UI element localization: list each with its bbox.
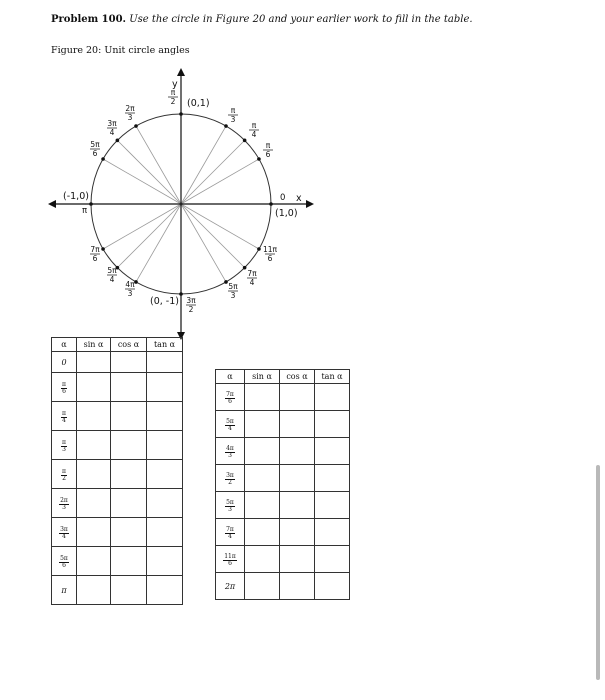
svg-text:π: π xyxy=(265,141,271,150)
cos-answer-cell[interactable] xyxy=(280,438,315,465)
svg-text:2: 2 xyxy=(188,305,194,314)
header-alpha: α xyxy=(216,370,245,384)
svg-text:3: 3 xyxy=(127,289,133,298)
point-180deg xyxy=(89,202,93,206)
header-sin: sin α xyxy=(77,338,111,352)
sin-answer-cell[interactable] xyxy=(77,547,111,576)
svg-text:4: 4 xyxy=(109,128,115,137)
table-row xyxy=(216,384,350,411)
values-table-first-half xyxy=(51,337,183,605)
spoke-60deg xyxy=(181,126,226,204)
sin-answer-cell[interactable] xyxy=(77,352,111,373)
y-axis-label: y xyxy=(172,79,178,90)
angle-cell: $\frac{5\pi}{6}$ xyxy=(52,547,77,576)
sin-answer-cell[interactable] xyxy=(77,373,111,402)
cos-answer-cell[interactable] xyxy=(111,352,147,373)
cos-answer-cell[interactable] xyxy=(280,492,315,519)
cos-answer-cell[interactable] xyxy=(280,573,315,600)
point-top-label: (0,1) xyxy=(187,98,210,109)
figure-caption: Figure 20: Unit circle angles xyxy=(51,45,190,56)
problem-number: Problem 100. xyxy=(51,14,127,25)
point-30deg xyxy=(257,157,261,161)
cos-answer-cell[interactable] xyxy=(280,411,315,438)
cos-answer-cell[interactable] xyxy=(111,402,147,431)
cos-answer-cell[interactable] xyxy=(111,489,147,518)
point-120deg xyxy=(134,124,138,128)
spoke-300deg xyxy=(181,204,226,282)
svg-text:7π: 7π xyxy=(247,269,257,278)
sin-answer-cell[interactable] xyxy=(245,411,280,438)
angle-cell: $\frac{4\pi}{3}$ xyxy=(216,438,245,465)
header-tan: tan α xyxy=(147,338,183,352)
cos-answer-cell[interactable] xyxy=(111,373,147,402)
table-row xyxy=(52,547,183,576)
tan-answer-cell[interactable] xyxy=(147,547,183,576)
svg-text:π: π xyxy=(230,106,236,115)
svg-text:3: 3 xyxy=(230,115,236,124)
table-row xyxy=(52,352,183,373)
table-row xyxy=(52,373,183,402)
svg-text:π: π xyxy=(170,88,176,97)
svg-text:3π: 3π xyxy=(107,119,117,128)
svg-text:6: 6 xyxy=(92,149,98,158)
angle-label-11pi-6 xyxy=(263,245,278,263)
table-row xyxy=(216,546,350,573)
point-330deg xyxy=(257,247,261,251)
angle-cell: $\frac{3\pi}{2}$ xyxy=(216,465,245,492)
tan-answer-cell[interactable] xyxy=(147,431,183,460)
svg-text:3: 3 xyxy=(230,291,236,300)
point-135deg xyxy=(116,139,120,143)
problem-statement xyxy=(51,14,473,25)
angle-cell: $\frac{7\pi}{4}$ xyxy=(216,519,245,546)
tan-answer-cell[interactable] xyxy=(147,352,183,373)
angle-cell: $\frac{\pi}{3}$ xyxy=(52,431,77,460)
table-row xyxy=(52,402,183,431)
values-table-second-half xyxy=(215,369,350,600)
sin-answer-cell[interactable] xyxy=(77,489,111,518)
svg-text:4: 4 xyxy=(251,130,257,139)
tan-answer-cell[interactable] xyxy=(147,373,183,402)
svg-text:3π: 3π xyxy=(186,296,196,305)
angle-pi-label: π xyxy=(82,206,88,216)
tan-answer-cell[interactable] xyxy=(315,573,350,600)
angle-zero-label: 0 xyxy=(280,193,286,203)
svg-text:6: 6 xyxy=(92,254,98,263)
header-cos: cos α xyxy=(280,370,315,384)
cos-answer-cell[interactable] xyxy=(280,465,315,492)
svg-text:4: 4 xyxy=(109,275,115,284)
header-alpha: α xyxy=(52,338,77,352)
point-left-label: (-1,0) xyxy=(63,191,89,202)
point-270deg xyxy=(179,292,183,296)
cos-answer-cell[interactable] xyxy=(111,460,147,489)
sin-answer-cell[interactable] xyxy=(77,576,111,605)
angle-label-5pi-6 xyxy=(90,140,100,158)
angle-cell: $\frac{\pi}{4}$ xyxy=(52,402,77,431)
sin-answer-cell[interactable] xyxy=(245,438,280,465)
angle-label-5pi-3 xyxy=(228,282,238,300)
sin-answer-cell[interactable] xyxy=(77,402,111,431)
sin-answer-cell[interactable] xyxy=(245,519,280,546)
table-row xyxy=(216,492,350,519)
angle-cell: $\frac{\pi}{6}$ xyxy=(52,373,77,402)
tan-answer-cell[interactable] xyxy=(315,519,350,546)
point-210deg xyxy=(101,247,105,251)
point-315deg xyxy=(243,266,247,270)
spoke-135deg xyxy=(117,140,181,204)
angle-cell: $\frac{11\pi}{6}$ xyxy=(216,546,245,573)
spoke-45deg xyxy=(181,140,245,204)
cos-answer-cell[interactable] xyxy=(280,519,315,546)
sin-answer-cell[interactable] xyxy=(245,573,280,600)
angle-label-7pi-4 xyxy=(247,269,257,287)
angle-label-pi-3 xyxy=(228,106,238,124)
angle-label-2pi-3 xyxy=(125,104,135,122)
point-right-label: (1,0) xyxy=(275,208,298,219)
cos-answer-cell[interactable] xyxy=(111,431,147,460)
svg-text:3: 3 xyxy=(127,113,133,122)
angle-cell: $\frac{\pi}{2}$ xyxy=(52,460,77,489)
svg-text:5π: 5π xyxy=(90,140,100,149)
svg-text:6: 6 xyxy=(267,254,273,263)
tan-answer-cell[interactable] xyxy=(315,465,350,492)
cos-answer-cell[interactable] xyxy=(280,546,315,573)
tan-answer-cell[interactable] xyxy=(147,402,183,431)
sin-answer-cell[interactable] xyxy=(77,518,111,547)
angle-cell: π xyxy=(52,576,77,605)
table-row xyxy=(52,431,183,460)
angle-cell: 0 xyxy=(52,352,77,373)
angle-cell: $\frac{2\pi}{3}$ xyxy=(52,489,77,518)
sin-answer-cell[interactable] xyxy=(245,546,280,573)
point-240deg xyxy=(134,280,138,284)
sin-answer-cell[interactable] xyxy=(245,492,280,519)
cos-answer-cell[interactable] xyxy=(111,518,147,547)
angle-label-7pi-6 xyxy=(90,245,100,263)
sin-answer-cell[interactable] xyxy=(77,460,111,489)
angle-cell: 2π xyxy=(216,573,245,600)
svg-text:π: π xyxy=(251,121,257,130)
table-row xyxy=(52,460,183,489)
svg-text:2: 2 xyxy=(170,97,176,106)
table-row xyxy=(216,519,350,546)
tan-answer-cell[interactable] xyxy=(315,384,350,411)
table-row xyxy=(52,518,183,547)
svg-text:2π: 2π xyxy=(125,104,135,113)
spoke-225deg xyxy=(117,204,181,268)
point-0deg xyxy=(269,202,273,206)
angle-label-4pi-3 xyxy=(125,280,135,298)
point-45deg xyxy=(243,139,247,143)
angle-cell: $\frac{5\pi}{3}$ xyxy=(216,492,245,519)
vertical-scrollbar[interactable] xyxy=(596,465,600,680)
spoke-330deg xyxy=(181,204,259,249)
header-tan: tan α xyxy=(315,370,350,384)
tan-answer-cell[interactable] xyxy=(147,489,183,518)
svg-text:5π: 5π xyxy=(228,282,238,291)
problem-text: Use the circle in Figure 20 and your earlier work to fill in the table. xyxy=(129,14,473,25)
cos-answer-cell[interactable] xyxy=(111,576,147,605)
sin-answer-cell[interactable] xyxy=(77,431,111,460)
table-row xyxy=(216,438,350,465)
table-row xyxy=(216,573,350,600)
angle-cell: $\frac{5\pi}{4}$ xyxy=(216,411,245,438)
table-row xyxy=(52,489,183,518)
spoke-210deg xyxy=(103,204,181,249)
point-90deg xyxy=(179,112,183,116)
svg-text:4: 4 xyxy=(249,278,255,287)
point-bottom-label: (0, -1) xyxy=(150,296,179,307)
point-60deg xyxy=(224,124,228,128)
angle-cell: $\frac{7\pi}{6}$ xyxy=(216,384,245,411)
tan-answer-cell[interactable] xyxy=(315,438,350,465)
angle-label-pi-4 xyxy=(249,121,259,139)
point-300deg xyxy=(224,280,228,284)
angle-label-3pi-2 xyxy=(186,296,196,314)
spoke-150deg xyxy=(103,159,181,204)
angle-cell: $\frac{3\pi}{4}$ xyxy=(52,518,77,547)
point-150deg xyxy=(101,157,105,161)
svg-text:4π: 4π xyxy=(125,280,135,289)
tan-answer-cell[interactable] xyxy=(315,546,350,573)
sin-answer-cell[interactable] xyxy=(245,465,280,492)
tan-answer-cell[interactable] xyxy=(315,411,350,438)
spoke-315deg xyxy=(181,204,245,268)
tan-answer-cell[interactable] xyxy=(147,576,183,605)
angle-label-5pi-4 xyxy=(107,266,117,284)
tan-answer-cell[interactable] xyxy=(147,460,183,489)
svg-text:11π: 11π xyxy=(262,245,278,254)
spoke-240deg xyxy=(136,204,181,282)
table-row xyxy=(216,411,350,438)
cos-answer-cell[interactable] xyxy=(111,547,147,576)
table-row xyxy=(216,465,350,492)
angle-label-pi-2 xyxy=(168,88,178,106)
sin-answer-cell[interactable] xyxy=(245,384,280,411)
header-sin: sin α xyxy=(245,370,280,384)
cos-answer-cell[interactable] xyxy=(280,384,315,411)
spoke-30deg xyxy=(181,159,259,204)
angle-label-pi-6 xyxy=(263,141,273,159)
svg-text:7π: 7π xyxy=(90,245,100,254)
svg-text:6: 6 xyxy=(265,150,271,159)
header-cos: cos α xyxy=(111,338,147,352)
tan-answer-cell[interactable] xyxy=(315,492,350,519)
table-row xyxy=(52,576,183,605)
spoke-120deg xyxy=(136,126,181,204)
unit-circle-figure xyxy=(40,62,330,340)
x-axis-label: x xyxy=(296,193,302,204)
angle-label-3pi-4 xyxy=(107,119,117,137)
svg-text:5π: 5π xyxy=(107,266,117,275)
tan-answer-cell[interactable] xyxy=(147,518,183,547)
